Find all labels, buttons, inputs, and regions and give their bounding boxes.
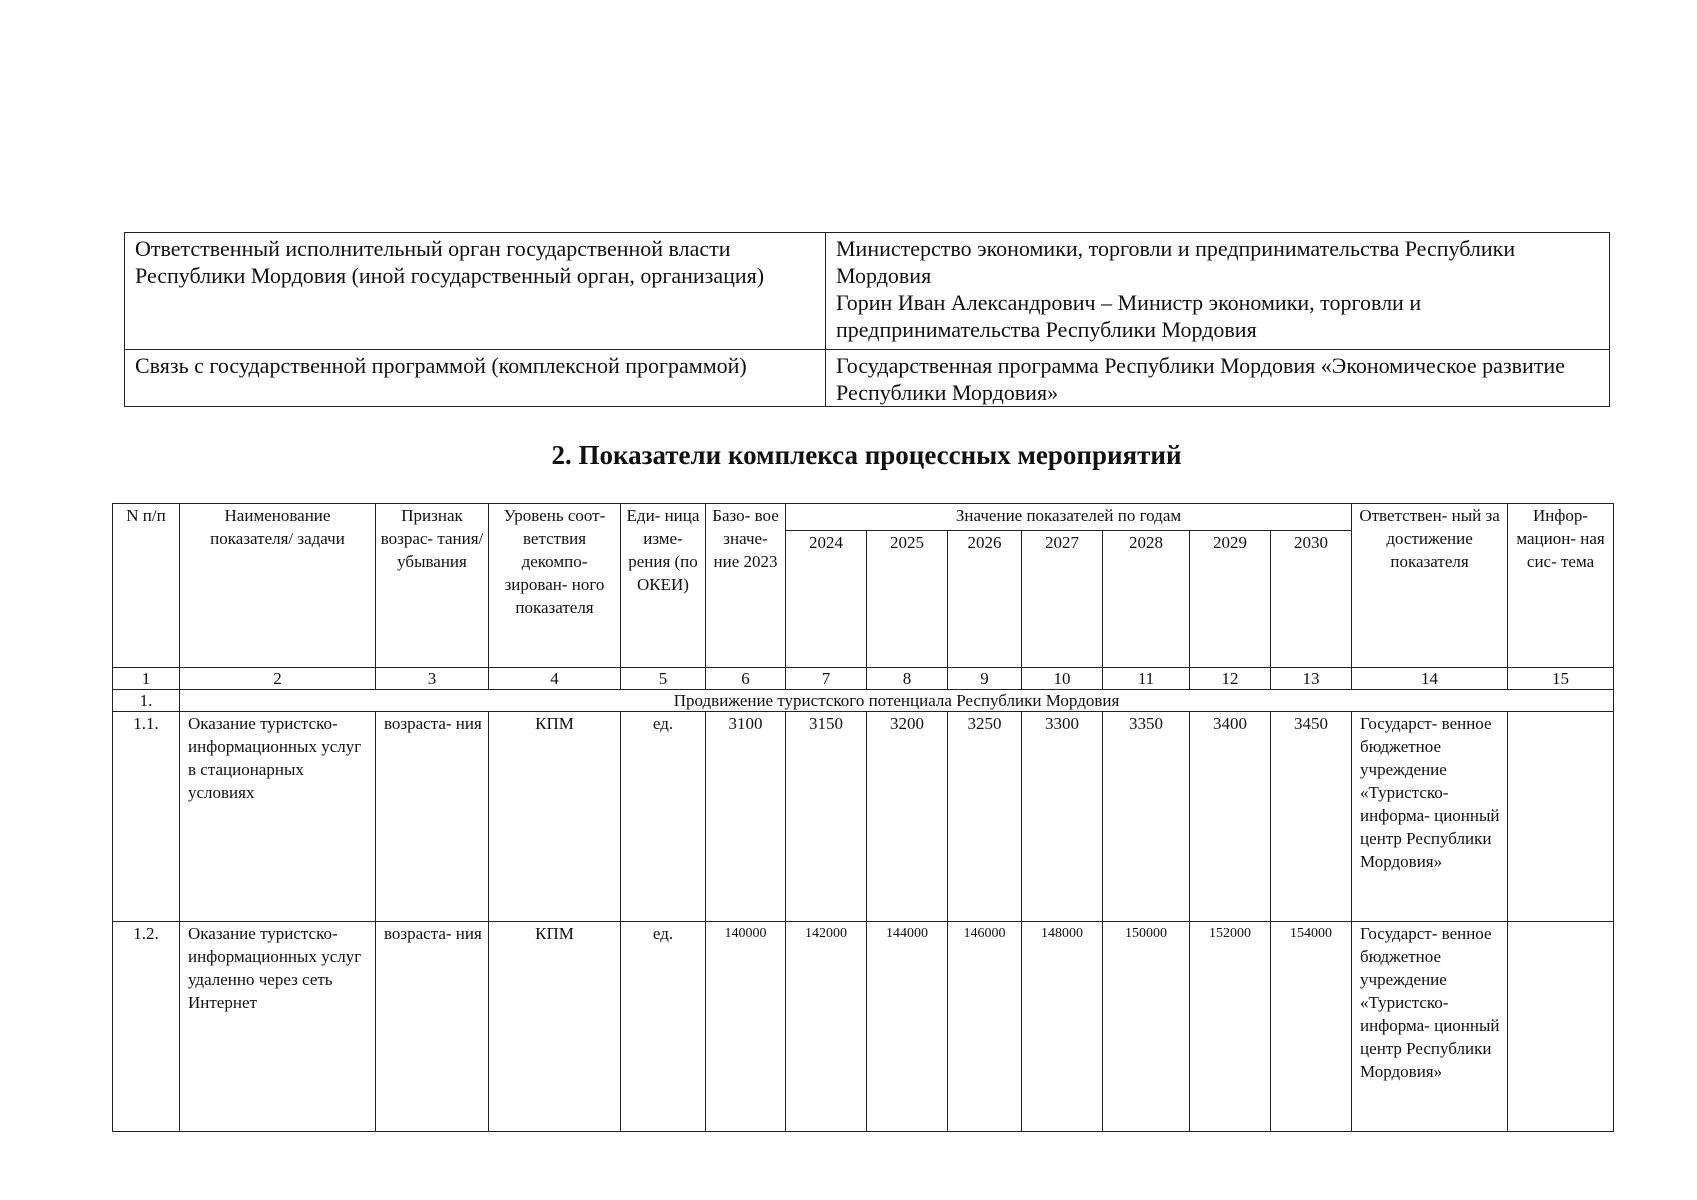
row-value: 3250 xyxy=(948,712,1022,922)
indicators-table xyxy=(112,503,1614,1132)
header-responsible: Ответствен- ный за достижение показателя xyxy=(1352,504,1508,668)
row-trend: возраста- ния xyxy=(376,712,489,922)
row-base: 3100 xyxy=(706,712,786,922)
column-number: 12 xyxy=(1190,668,1271,690)
header-year: 2027 xyxy=(1022,531,1103,668)
passport-value-minister: Горин Иван Александрович – Министр экономики, торговли и предпринимательства Республики Мордовия xyxy=(836,290,1422,342)
header-info-system: Инфор- мацион- ная сис- тема xyxy=(1508,504,1614,668)
table-row xyxy=(113,922,1614,1132)
row-value: 146000 xyxy=(948,922,1022,1132)
row-value: 3350 xyxy=(1103,712,1190,922)
row-unit: ед. xyxy=(621,922,706,1132)
row-trend: возраста- ния xyxy=(376,922,489,1132)
row-unit: ед. xyxy=(621,712,706,922)
column-number: 6 xyxy=(706,668,786,690)
passport-value-responsible xyxy=(826,233,1610,350)
section-num: 1. xyxy=(113,690,180,712)
header-unit: Еди- ница изме- рения (по ОКЕИ) xyxy=(621,504,706,668)
row-value: 154000 xyxy=(1271,922,1352,1132)
column-number: 2 xyxy=(180,668,376,690)
row-value: 144000 xyxy=(867,922,948,1132)
passport-row-program xyxy=(125,350,1610,407)
row-info-system xyxy=(1508,922,1614,1132)
passport-label-program: Связь с государственной программой (комплексной программой) xyxy=(125,350,826,407)
column-number: 10 xyxy=(1022,668,1103,690)
column-number: 8 xyxy=(867,668,948,690)
section-row xyxy=(113,690,1614,712)
column-number: 5 xyxy=(621,668,706,690)
row-num: 1.1. xyxy=(113,712,180,922)
row-name: Оказание туристско- информационных услуг в стационарных условиях xyxy=(180,712,376,922)
row-value: 150000 xyxy=(1103,922,1190,1132)
table-row xyxy=(113,712,1614,922)
passport-value-program-line: Государственная программа Республики Мордовия «Экономическое развитие Республики Мордовия» xyxy=(836,353,1565,405)
column-number: 4 xyxy=(489,668,621,690)
row-value: 142000 xyxy=(786,922,867,1132)
section-title: 2. Показатели комплекса процессных мероприятий xyxy=(551,440,1182,470)
row-responsible: Государст- венное бюджетное учреждение «Туристско- информа- ционный центр Республики Мордовия» xyxy=(1352,712,1508,922)
section-row-title: Продвижение туристского потенциала Республики Мордовия xyxy=(180,690,1614,712)
passport-table xyxy=(124,232,1610,407)
row-level: КПМ xyxy=(489,922,621,1132)
header-year: 2026 xyxy=(948,531,1022,668)
header-trend: Признак возрас- тания/ убывания xyxy=(376,504,489,668)
header-level: Уровень соот- ветствия декомпо- зирован- ного показателя xyxy=(489,504,621,668)
column-number-row xyxy=(113,668,1614,690)
column-number: 9 xyxy=(948,668,1022,690)
passport-value-ministry: Министерство экономики, торговли и предпринимательства Республики Мордовия xyxy=(836,236,1516,288)
column-number: 3 xyxy=(376,668,489,690)
column-number: 1 xyxy=(113,668,180,690)
row-value: 148000 xyxy=(1022,922,1103,1132)
header-year: 2028 xyxy=(1103,531,1190,668)
row-value: 3400 xyxy=(1190,712,1271,922)
header-name: Наименование показателя/ задачи xyxy=(180,504,376,668)
row-value: 3200 xyxy=(867,712,948,922)
column-number: 7 xyxy=(786,668,867,690)
row-responsible: Государст- венное бюджетное учреждение «Туристско- информа- ционный центр Республики Мордовия» xyxy=(1352,922,1508,1132)
row-level: КПМ xyxy=(489,712,621,922)
header-year: 2030 xyxy=(1271,531,1352,668)
row-value: 3300 xyxy=(1022,712,1103,922)
header-year: 2024 xyxy=(786,531,867,668)
header-base: Базо- вое значе- ние 2023 xyxy=(706,504,786,668)
header-years-group: Значение показателей по годам xyxy=(786,504,1352,531)
column-number: 14 xyxy=(1352,668,1508,690)
passport-row-responsible xyxy=(125,233,1610,350)
row-value: 152000 xyxy=(1190,922,1271,1132)
row-value: 3450 xyxy=(1271,712,1352,922)
row-name: Оказание туристско- информационных услуг удаленно через сеть Интернет xyxy=(180,922,376,1132)
column-number: 15 xyxy=(1508,668,1614,690)
row-value: 3150 xyxy=(786,712,867,922)
row-info-system xyxy=(1508,712,1614,922)
header-row xyxy=(113,504,1614,531)
header-year: 2025 xyxy=(867,531,948,668)
column-number: 11 xyxy=(1103,668,1190,690)
passport-value-program xyxy=(826,350,1610,407)
row-base: 140000 xyxy=(706,922,786,1132)
passport-label-responsible: Ответственный исполнительный орган государственной власти Республики Мордовия (иной государственный орган, организация) xyxy=(125,233,826,350)
header-num: N п/п xyxy=(113,504,180,668)
row-num: 1.2. xyxy=(113,922,180,1132)
column-number: 13 xyxy=(1271,668,1352,690)
header-year: 2029 xyxy=(1190,531,1271,668)
